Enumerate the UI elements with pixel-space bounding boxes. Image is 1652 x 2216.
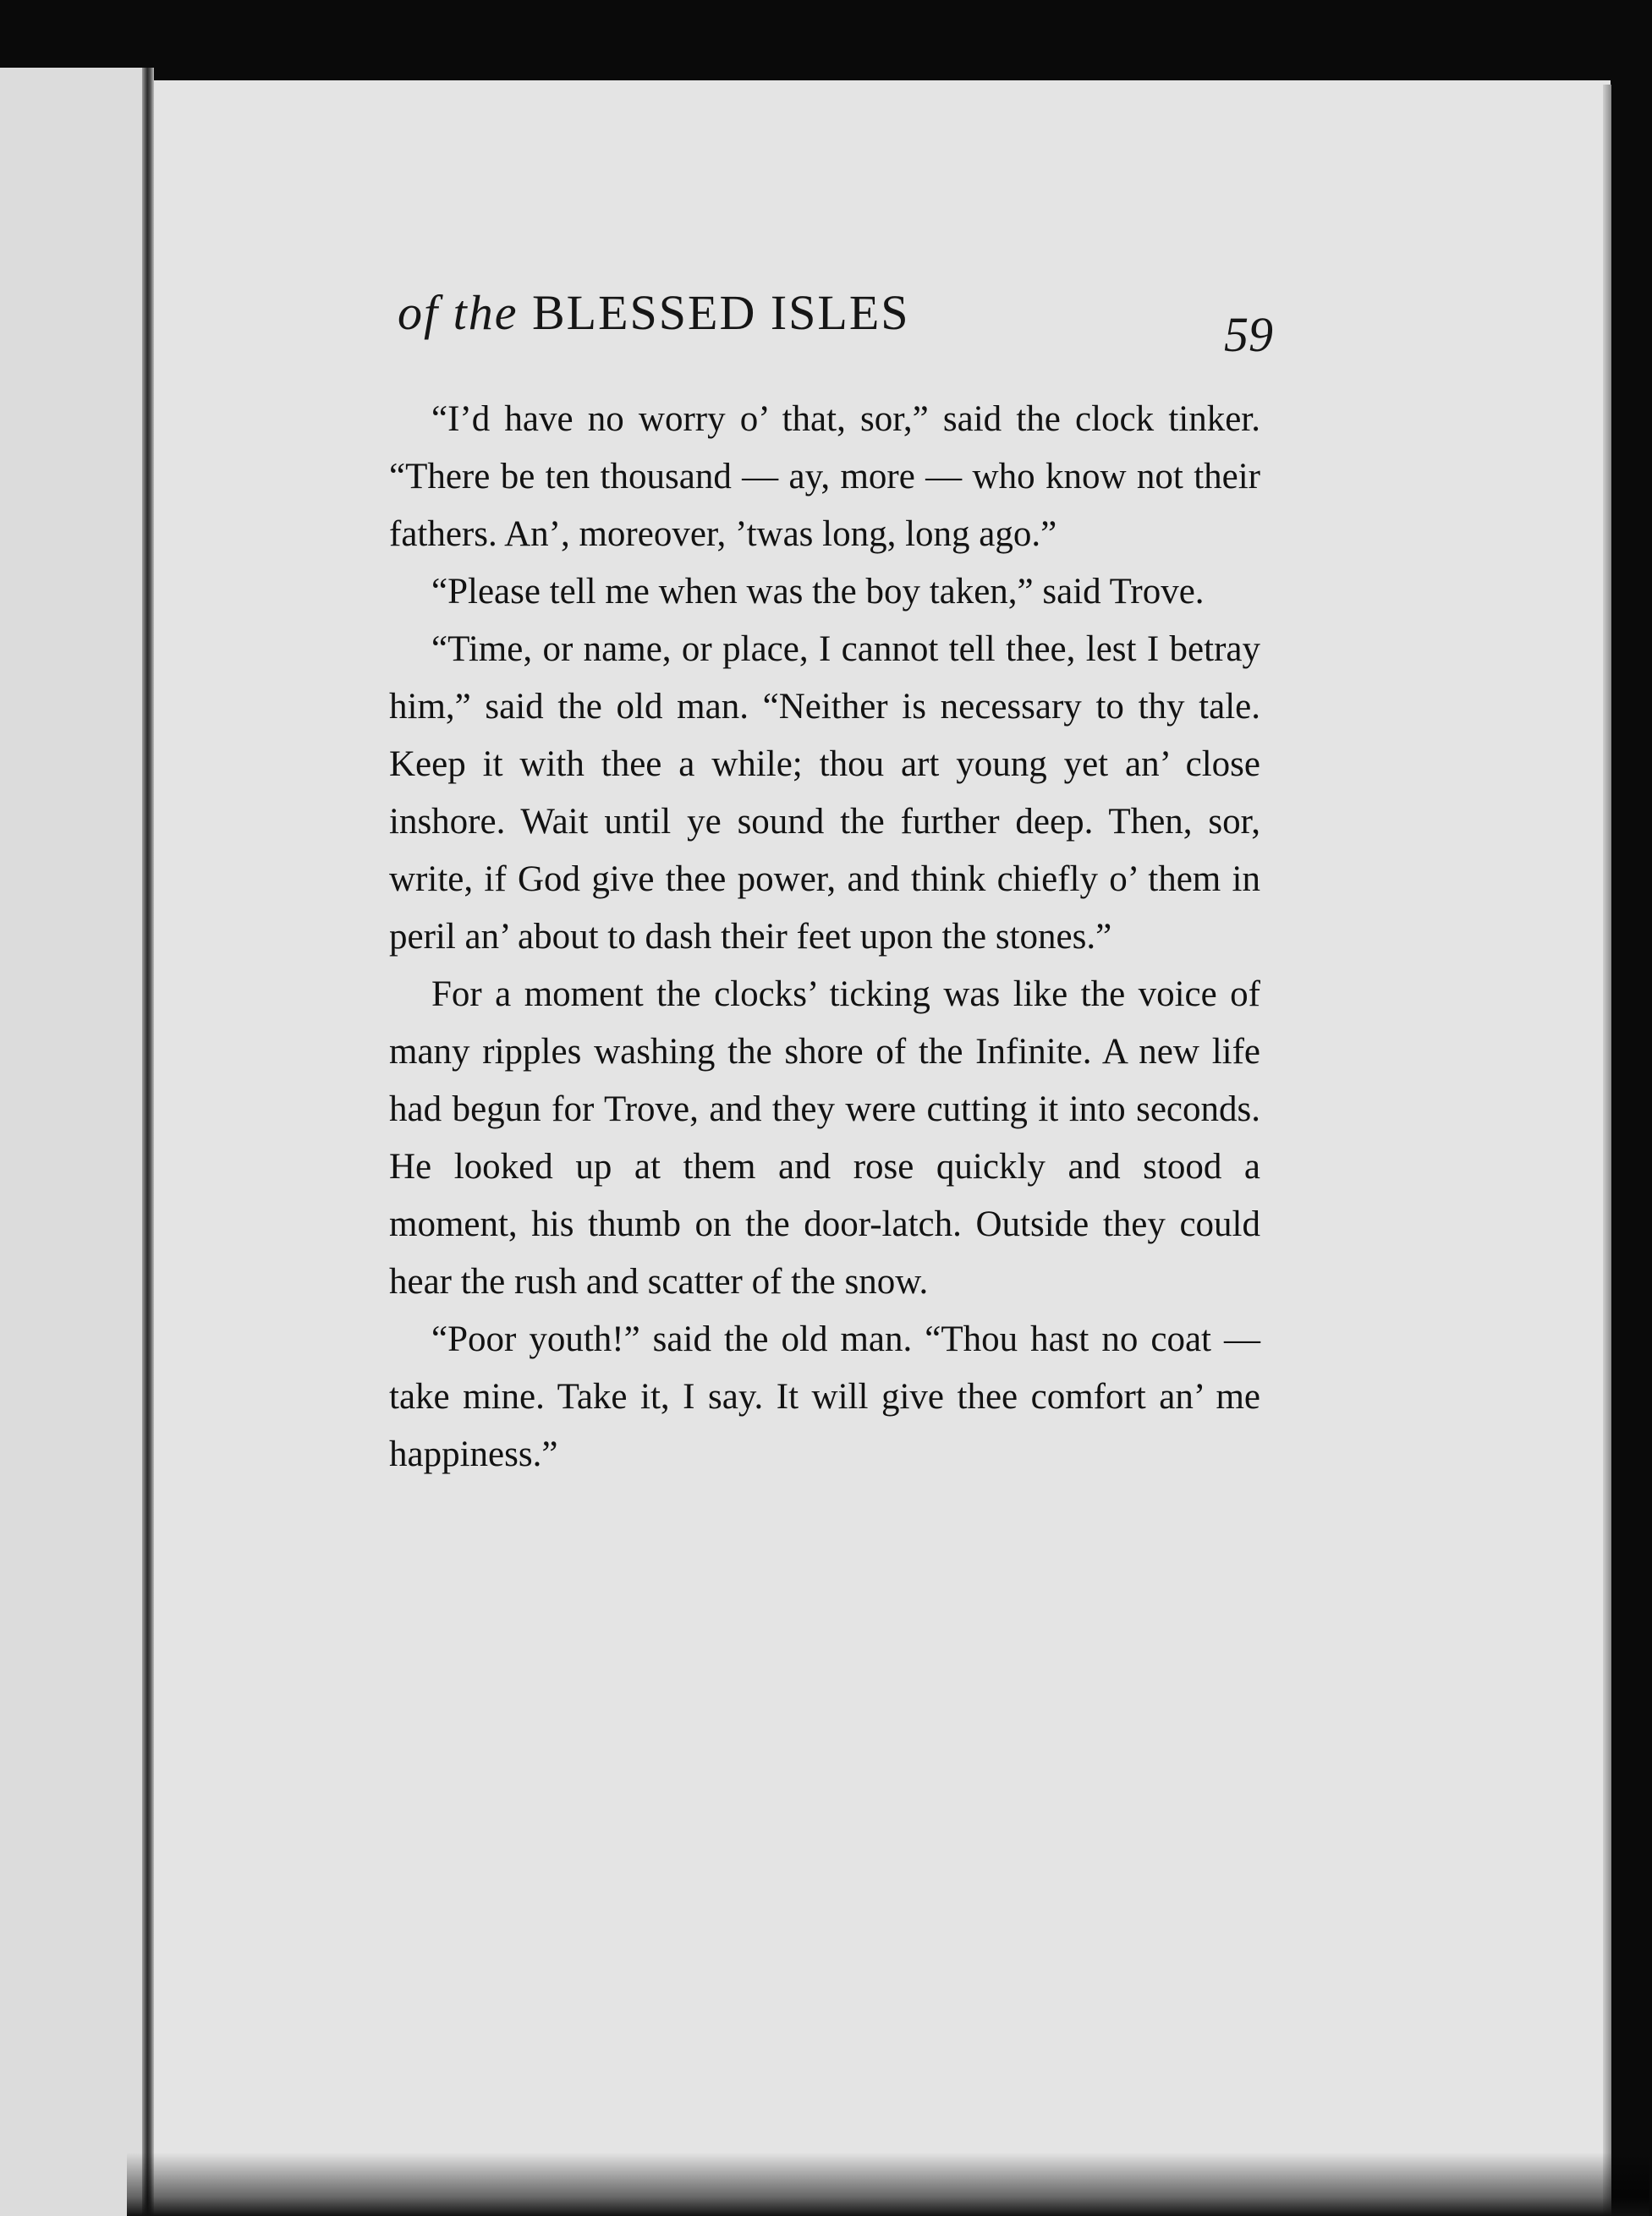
left-page-margin (0, 68, 148, 2216)
page-number: 59 (1224, 307, 1273, 362)
running-head-the: the (453, 285, 519, 340)
page-right-edge (1603, 85, 1611, 2216)
page-bottom-shadow (127, 2153, 1649, 2216)
book-gutter (142, 68, 154, 2216)
body-text (389, 391, 1260, 1484)
paragraph: “Poor youth!” said the old man. “Thou hast no coat — take mine. Take it, I say. It will give thee comfort an’ me happiness.” (389, 1319, 1260, 1474)
paragraph: For a moment the clocks’ ticking was like the voice of many ripples washing the shore of the Infinite. A new life had begun for Trove, and they were cutting it into seconds. He looked up at them and rose quickly and stood a moment, his thumb on the door-latch. Outside they could hear the rush and scatter of the snow. (389, 974, 1260, 1302)
paragraph: “I’d have no worry o’ that, sor,” said the clock tinker. “There be ten thousand — ay, more — who know not their fathers. An’, moreover, ’twas long, long ago.” (389, 399, 1260, 554)
running-head-book-title: BLESSED ISLES (531, 285, 910, 340)
paragraph: “Please tell me when was the boy taken,” said Trove. (431, 572, 1205, 612)
running-head-of: of (398, 285, 440, 340)
paragraph: “Time, or name, or place, I cannot tell thee, lest I betray him,” said the old man. “Neither is necessary to thy tale. Keep it with thee a while; thou art young yet an’ close inshore. Wait until ye sound the further deep. Then, sor, write, if God give thee power, and think chiefly o’ them in peril an’ about to dash their feet upon the stones.” (389, 629, 1260, 957)
running-head-title (398, 284, 910, 341)
running-head (398, 284, 1273, 360)
